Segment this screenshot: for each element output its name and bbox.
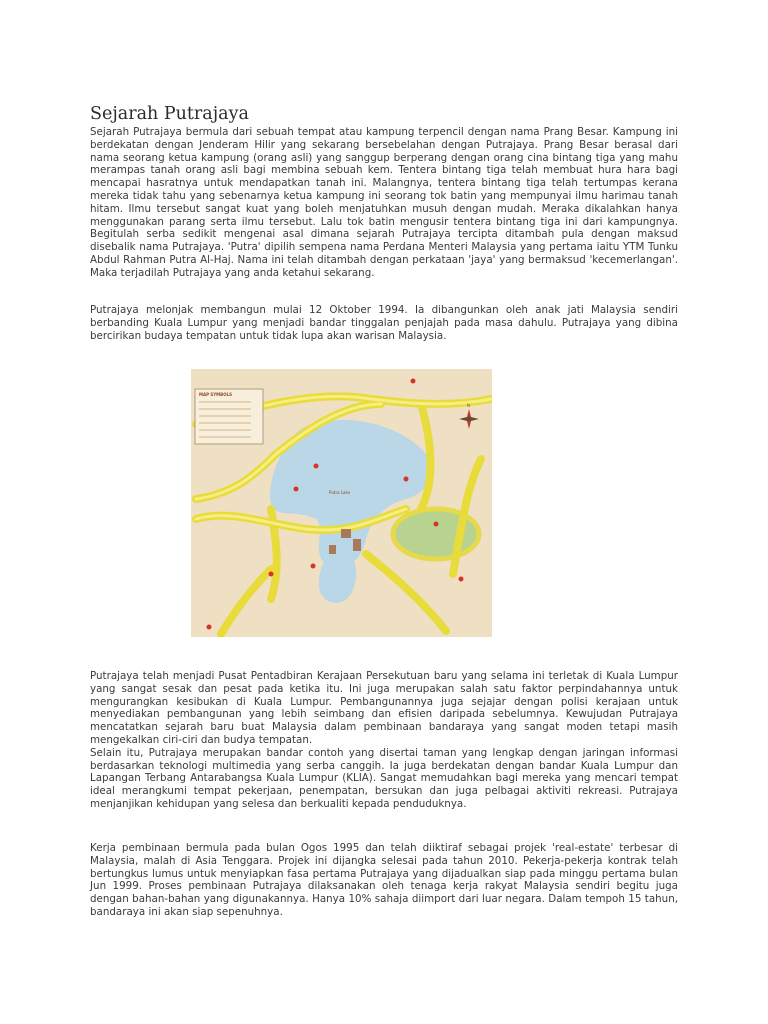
map-legend-title: MAP SYMBOLS (199, 392, 233, 397)
paragraph-construction: Kerja pembinaan bermula pada bulan Ogos 1995 dan telah diiktiraf sebagai projek 'real-estate' terbesar di Malaysia, malah di Asia Tenggara. Projek ini dijangka selesai pada tahun 2010. Pekerja-pekerja kontrak telah bertungkus lumus untuk menyiapkan fasa pertama Putrajaya yang dijadualkan siap pada minggu pertama bulan Jun 1999. Proses pembinaan Putrajaya dilaksanakan oleh tenaga kerja rakyat Malaysia sendiri begitu juga dengan bahan-bahan yang digunakannya. Hanya 10% sahaja diimport dari luar negara. Dalam tempoh 15 tahun, bandaraya ini akan siap sepenuhnya. (90, 842, 678, 918)
paragraph-administration: Putrajaya telah menjadi Pusat Pentadbiran Kerajaan Persekutuan baru yang selama ini terletak di Kuala Lumpur yang sangat sesak dan pesat pada ketika itu. Ini juga merupakan salah satu faktor perpindahannya untuk mengurangkan kesibukan di Kuala Lumpur. Pembangunannya juga sejajar dengan polisi kerajaan untuk menyediakan pembangunan yang lebih seimbang dan efisien daripada sebelumnya. Kewujudan Putrajaya mencatatkan sejarah baru buat Malaysia dalam pembinaan bandaraya yang sangat moden tetapi masih mengekalkan ciri-ciri dan budya tempatan. Selain itu, Putrajaya merupakan bandar contoh yang disertai taman yang lengkap dengan jaringan informasi berdasarkan teknologi multimedia yang serba canggih. Ia juga berdekatan dengan bandar Kuala Lumpur dan Lapangan Terbang Antarabangsa Kuala Lumpur (KLIA). Sangat memudahkan bagi mereka yang mencari tempat ideal merangkumi tempat pekerjaan, penempatan, bersukan dan juga pelbagai aktiviti rekreasi. Putrajaya menjanjikan kehidupan yang selesa dan berkualiti kepada penduduknya. (90, 670, 678, 810)
paragraph-development: Putrajaya melonjak membangun mulai 12 Oktober 1994. Ia dibangunkan oleh anak jati Malaysia sendiri berbanding Kuala Lumpur yang menjadi bandar tinggalan penjajah pada masa dahulu. Putrajaya yang dibina bercirikan budaya tempatan untuk tidak lupa akan warisan Malaysia. (90, 304, 678, 342)
compass-label: N (467, 403, 470, 408)
page-title: Sejarah Putrajaya (90, 104, 249, 124)
lake-label: Putra Lake (329, 490, 351, 495)
putrajaya-map-image (191, 369, 492, 637)
paragraph-history: Sejarah Putrajaya bermula dari sebuah tempat atau kampung terpencil dengan nama Prang Besar. Kampung ini berdekatan dengan Jenderam Hilir yang sekarang bersebelahan dengan Putrajaya. Prang Besar berasal dari nama seorang ketua kampung (orang asli) yang sanggup berperang dengan orang cina bintang tiga yang mahu merampas tanah orang asli bagi membina sebuah kem. Tentera bintang tiga telah membuat hura hara bagi mencapai hasratnya untuk mendapatkan tanah ini. Malangnya, tentera bintang tiga telah tertumpas kerana mereka tidak tahu yang sebenarnya ketua kampung ini seorang tok batin yang mempunyai ilmu harimau tanah hitam. Ilmu tersebut sangat kuat yang boleh menjatuhkan musuh dengan mudah. Meraka dikalahkan hanya menggunakan parang serta ilmu tersebut. Lalu tok batin mengusir tentera bintang tiga ini dari kampungnya. Begitulah serba sedikit mengenai asal dimana sejarah Putrajaya tercipta ditambah pula dengan maksud disebalik nama Putrajaya. 'Putra' dipilih sempena nama Perdana Menteri Malaysia yang pertama iaitu YTM Tunku Abdul Rahman Putra Al-Haj. Nama ini telah ditambah dengan perkataan 'jaya' yang bermaksud 'kecemerlangan'. Maka terjadilah Putrajaya yang anda ketahui sekarang. (90, 126, 678, 279)
